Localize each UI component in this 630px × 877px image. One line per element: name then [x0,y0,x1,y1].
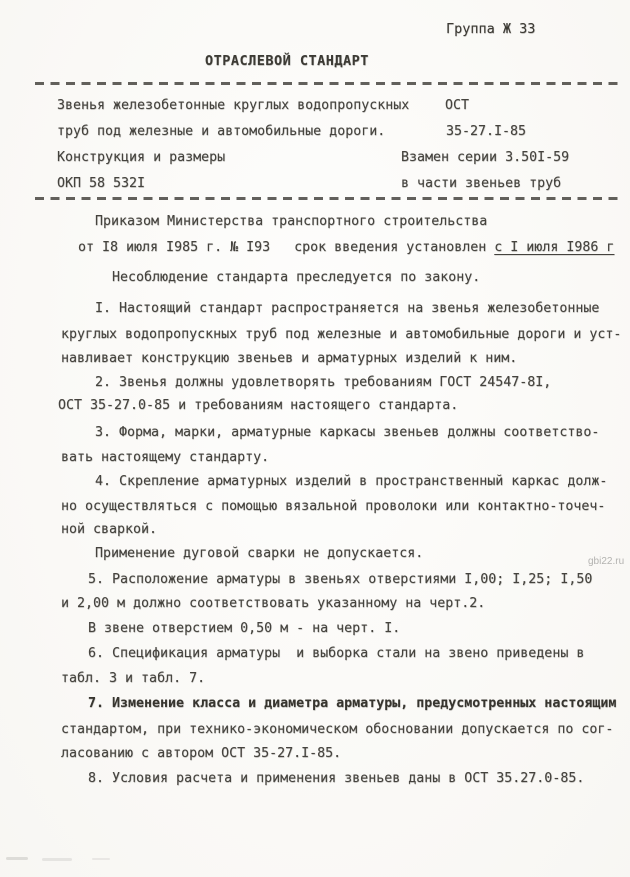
body-text-line: круглых водопропускных труб под железные и автомобильные дороги и уст- [61,327,622,342]
dashed-divider-bottom [35,197,621,200]
standard-designation-line: 35-27.I-85 [446,124,527,139]
dashed-divider-top [35,82,621,85]
order-date-line [78,239,614,257]
body-text-line: 7. Изменение класса и диаметра арматуры, предусмотренных настоящим [88,696,617,711]
body-text-line: навливает конструкцию звеньев и арматурных изделий к ним. [61,351,518,366]
body-text-line: но осуществляться с помощью вязальной проволоки или контактно-точеч- [61,499,606,514]
body-text-line: и 2,00 м должно соответствовать указанному на черт.2. [61,596,486,611]
body-text-line: 5. Расположение арматуры в звеньях отверстиями I,00; I,25; I,50 [88,572,593,587]
body-text-line: 8. Условия расчета и применения звеньев даны в ОСТ 35.27.0-85. [88,771,585,786]
title-block-left-line: Конструкция и размеры [57,150,226,165]
body-text-line: В звене отверстием 0,50 м - на черт. I. [88,621,401,636]
body-text-line: Применение дуговой сварки не допускается. [95,546,424,561]
body-text-line: 2. Звенья должны удовлетворять требованиям ГОСТ 24547-8I, [95,375,552,390]
order-line: Приказом Министерства транспортного строительства [95,214,488,229]
body-text-line: стандартом, при технико-экономическом обосновании допускается по сог- [61,722,614,737]
body-text-line: вать настоящему стандарту. [61,450,270,465]
scan-artifact [42,858,72,861]
body-text-line: ной сваркой. [61,522,158,537]
body-text-line: ласованию с автором ОСТ 35-27.I-85. [61,746,342,761]
supersedes-line: в части звеньев труб [401,176,562,191]
body-text-line: 6. Спецификация арматуры и выборка стали на звено приведены в [88,646,585,661]
body-text-line: I. Настоящий стандарт распространяется на звенья железобетонные [95,301,600,316]
body-text-line: табл. 3 и табл. 7. [61,671,206,686]
site-watermark: gbi22.ru [588,556,625,567]
body-text-line: 3. Форма, марки, арматурные каркасы звеньев должны соответство- [95,425,600,440]
title-block-left-line: труб под железные и автомобильные дороги. [57,124,386,139]
body-text-line: 4. Скрепление арматурных изделий в пространственный каркас долж- [95,474,608,489]
body-text-line: ОСТ 35-27.0-85 и требованиям настоящего стандарта. [58,398,459,413]
supersedes-line: Взамен серии 3.50I-59 [401,150,570,165]
standard-designation-line: ОСТ [445,98,470,113]
scan-artifact [92,858,110,860]
effective-date-underlined: с I июля I986 г [494,240,615,255]
document-heading: ОТРАСЛЕВОЙ СТАНДАРТ [205,53,369,69]
scan-artifact [6,857,28,860]
group-label: Группа Ж 33 [446,21,536,37]
title-block-left-line: Звенья железобетонные круглых водопропускных [57,98,410,113]
enforcement-line: Несоблюдение стандарта преследуется по закону. [112,270,481,285]
title-block-left-line: ОКП 58 532I [57,176,146,191]
order-date-text: от I8 июля I985 г. № I93 срок введения установлен [78,240,495,255]
